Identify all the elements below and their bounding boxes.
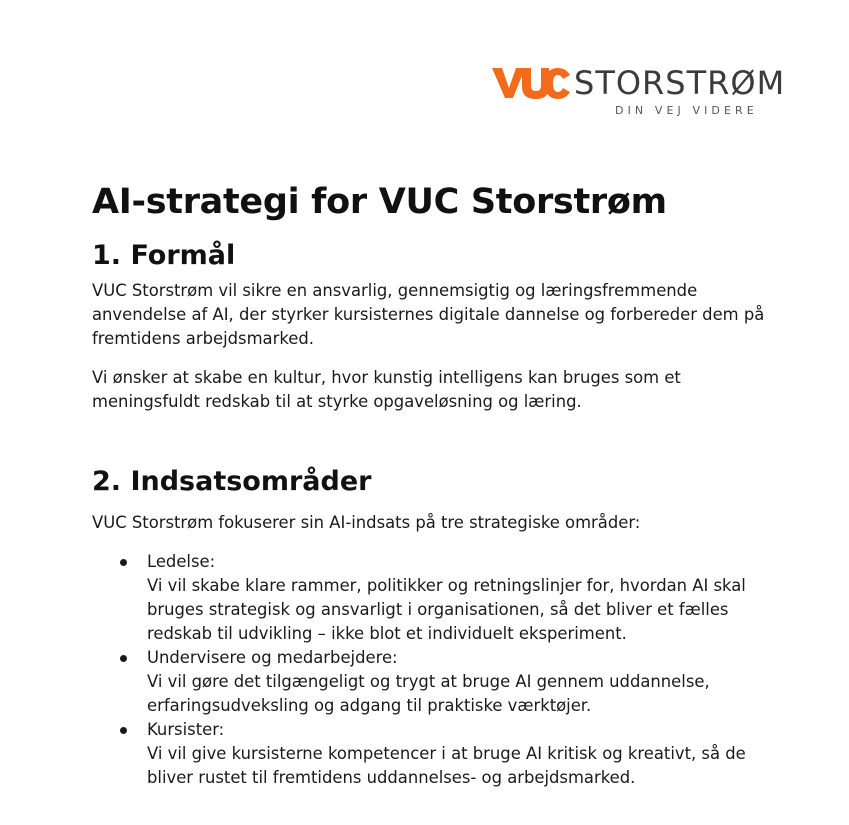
list-item-text: Vi vil give kursisterne kompetencer i at bruge AI kritisk og kreativt, så de bliver rustet til fremtidens uddannelses- og arbejdsmarked. [147, 744, 746, 787]
list-item-ledelse [92, 550, 792, 646]
document-title: AI-strategi for VUC Storstrøm [92, 182, 667, 222]
focus-area-list [92, 550, 792, 790]
list-item-undervisere [92, 646, 792, 718]
bullet-icon [120, 727, 127, 734]
formaal-paragraph-2: Vi ønsker at skabe en kultur, hvor kunstig intelligens kan bruges som et meningsfuldt redskab til at styrke opgaveløsning og læring. [92, 368, 681, 411]
vuc-storstrom-logo [482, 64, 786, 118]
bullet-icon [120, 655, 127, 662]
list-item-kursister [92, 718, 792, 790]
logo-wordmark: STORSTRØM [574, 64, 786, 102]
list-item-title: Ledelse: [147, 552, 216, 571]
bullet-icon [120, 559, 127, 566]
list-item-title: Undervisere og medarbejdere: [147, 648, 398, 667]
logo-tagline: DIN VEJ VIDERE [615, 104, 758, 117]
indsatsomraader-intro: VUC Storstrøm fokuserer sin AI-indsats på tre strategiske områder: [92, 513, 641, 532]
list-item-text: Vi vil skabe klare rammer, politikker og retningslinjer for, hvordan AI skal bruges strategisk og ansvarligt i organisationen, så det bliver et fælles redskab til udvikling – ikke blot et individuelt eksperiment. [147, 576, 746, 643]
section-heading-formaal: 1. Formål [92, 240, 236, 271]
list-item-text: Vi vil gøre det tilgængeligt og trygt at bruge AI gennem uddannelse, erfaringsudveksling og adgang til praktiske værktøjer. [147, 672, 710, 715]
vuc-logo-mark [492, 66, 570, 100]
list-item-title: Kursister: [147, 720, 225, 739]
section-heading-indsatsomraader: 2. Indsatsområder [92, 466, 372, 497]
formaal-paragraph-1: VUC Storstrøm vil sikre en ansvarlig, gennemsigtig og læringsfremmende anvendelse af AI, der styrker kursisternes digitale dannelse og forbereder dem på fremtidens arbejdsmarked. [92, 281, 765, 348]
